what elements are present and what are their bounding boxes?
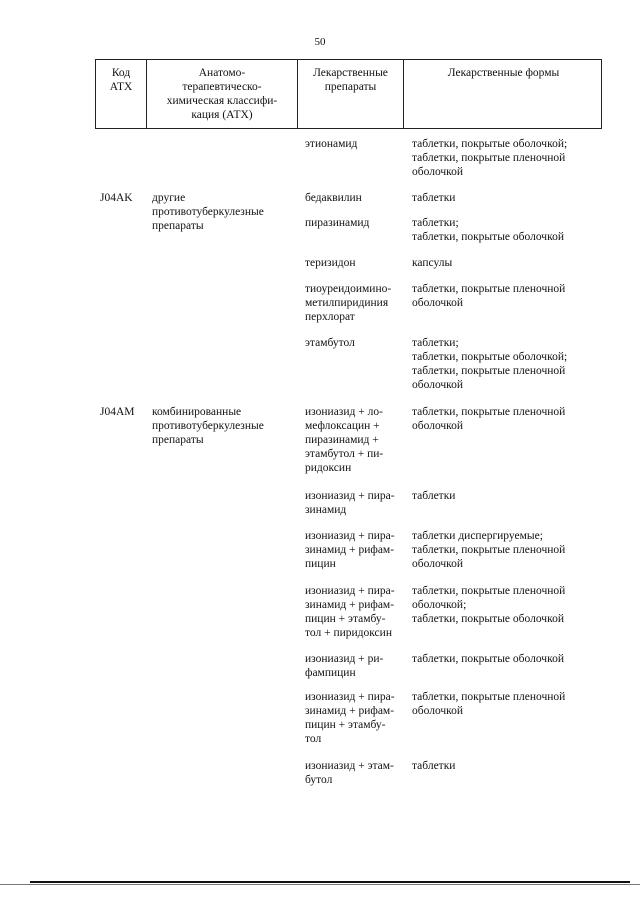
table-header	[95, 59, 602, 129]
form-cell: таблетки диспергируемые; таблетки, покрытые пленочной оболочкой	[412, 530, 566, 570]
drug-cell: изониазид + этам- бутол	[305, 760, 394, 786]
classification-cell: другие противотуберкулезные препараты	[152, 192, 264, 232]
form-cell: таблетки	[412, 760, 456, 772]
drug-cell: изониазид + ло- мефлоксацин + пиразинамид + этамбутол + пи- ридоксин	[305, 406, 384, 474]
atx-code-cell: J04AM	[100, 406, 135, 418]
drug-cell: изониазид + пира- зинамид + рифам- пицин + этамбу- тол + пиридоксин	[305, 585, 395, 639]
classification-cell: комбинированные противотуберкулезные препараты	[152, 406, 264, 446]
drug-cell: бедаквилин	[305, 192, 362, 204]
drug-cell: изониазид + ри- фампицин	[305, 653, 384, 679]
form-cell: таблетки, покрытые оболочкой; таблетки, покрытые пленочной оболочкой	[412, 138, 568, 178]
form-cell: капсулы	[412, 257, 453, 269]
form-cell: таблетки, покрытые пленочной оболочкой	[412, 283, 566, 309]
page-number: 50	[314, 36, 326, 48]
drug-cell: изониазид + пира- зинамид	[305, 490, 395, 516]
form-cell: таблетки, покрытые пленочной оболочкой	[412, 691, 566, 717]
form-cell: таблетки, покрытые оболочкой	[412, 653, 564, 665]
atx-code-cell: J04AK	[100, 192, 133, 204]
drug-cell: тиоуреидоимино- метилпиридиния перхлорат	[305, 283, 392, 323]
footer-rule-shadow	[0, 884, 640, 885]
drug-cell: этионамид	[305, 138, 358, 150]
form-cell: таблетки	[412, 192, 456, 204]
drug-cell: изониазид + пира- зинамид + рифам- пицин + этамбу- тол	[305, 691, 395, 745]
footer-rule	[30, 881, 630, 883]
form-cell: таблетки, покрытые пленочной оболочкой	[412, 406, 566, 432]
form-cell: таблетки; таблетки, покрытые оболочкой	[412, 217, 564, 243]
header-classification: Анатомо- терапевтическо- химическая классифи- кация (АТХ)	[147, 60, 298, 128]
header-drugs: Лекарственные препараты	[298, 60, 404, 128]
form-cell: таблетки	[412, 490, 456, 502]
header-code: Код АТХ	[96, 60, 147, 128]
drug-cell: пиразинамид	[305, 217, 370, 229]
form-cell: таблетки; таблетки, покрытые оболочкой; таблетки, покрытые пленочной оболочкой	[412, 337, 568, 391]
header-forms: Лекарственные формы	[447, 67, 560, 79]
drug-cell: этамбутол	[305, 337, 355, 349]
form-cell: таблетки, покрытые пленочной оболочкой; таблетки, покрытые оболочкой	[412, 585, 566, 625]
drug-cell: теризидон	[305, 257, 356, 269]
drug-cell: изониазид + пира- зинамид + рифам- пицин	[305, 530, 395, 570]
